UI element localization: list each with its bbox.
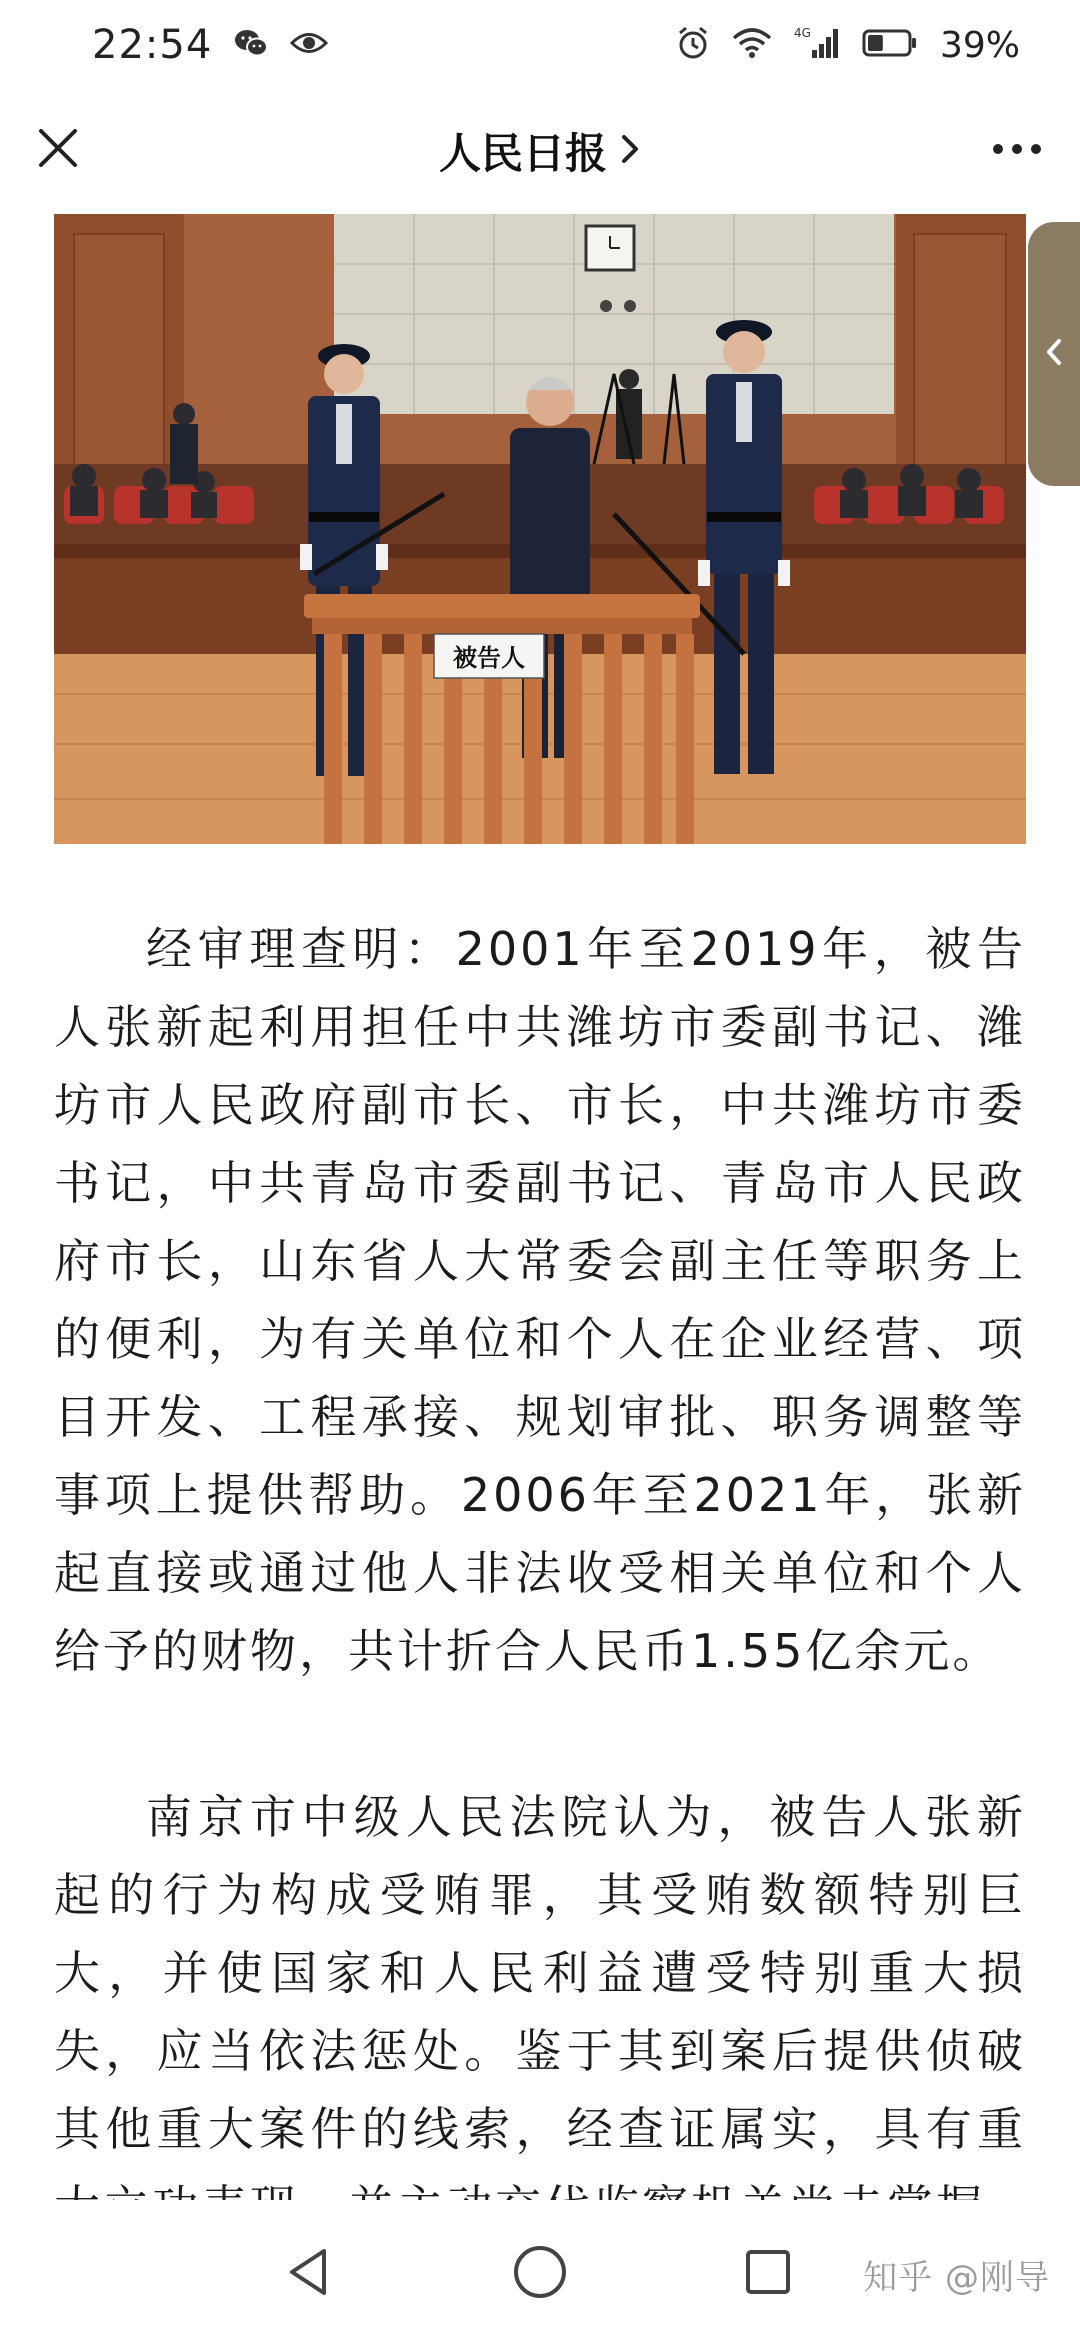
status-left [92,22,328,68]
close-button[interactable] [28,120,88,180]
zhihu-watermark: 知乎 @刚导 [863,2258,1050,2298]
status-time: 22:54 [92,22,213,68]
battery-icon [862,28,918,62]
eye-icon [290,30,328,60]
chevron-left-icon [1044,337,1064,371]
status-right [676,25,1020,66]
wechat-icon [234,28,268,62]
network-label: 4G [793,26,811,40]
article-photo[interactable] [54,214,1026,844]
article-paragraph-1: 经审理查明：2001年至2019年，被告人张新起利用担任中共潍坊市委副书记、潍坊市人民政府副市长、市长，中共潍坊市委书记，中共青岛市委副书记、青岛市人民政府市长，山东省人大常委会副主任等职务上的便利，为有关单位和个人在企业经营、项目开发、工程承接、规划审批、职务调整等事项上提供帮助。2006年至2021年，张新起直接或通过他人非法收受相关单位和个人给予的财物，共计折合人民币1.55亿余元。 [54,922,1026,1678]
home-button[interactable] [504,2238,576,2310]
back-button[interactable] [272,2238,344,2310]
more-button[interactable] [982,120,1052,180]
back-triangle-icon [284,2245,332,2303]
article-paragraph-2: 南京市中级人民法院认为，被告人张新起的行为构成受贿罪，其受贿数额特别巨大，并使国家和人民利益遭受特别重大损失，应当依法惩处。鉴于其到案后提供侦破其他重大案件的线索，经查证属实，具有重 [54,1790,1026,2156]
recents-button[interactable] [732,2238,804,2310]
more-icon [991,141,1043,160]
defendant-sign: 被告人 [453,644,525,672]
system-navigation-bar [0,2200,1080,2340]
account-title-link[interactable] [439,121,641,181]
close-icon [37,127,79,173]
status-bar [0,0,1080,90]
page-title: 人民日报 [438,129,607,178]
recents-square-icon [743,2247,793,2301]
chevron-right-icon [619,132,641,170]
battery-percent: 39% [939,24,1020,66]
side-drawer-tab[interactable] [1028,222,1080,486]
alarm-icon [676,26,710,64]
wifi-icon [732,27,772,63]
article-body [54,910,1026,2200]
top-nav-bar [0,90,1080,212]
home-circle-icon [512,2244,568,2304]
signal-icon [794,26,840,64]
